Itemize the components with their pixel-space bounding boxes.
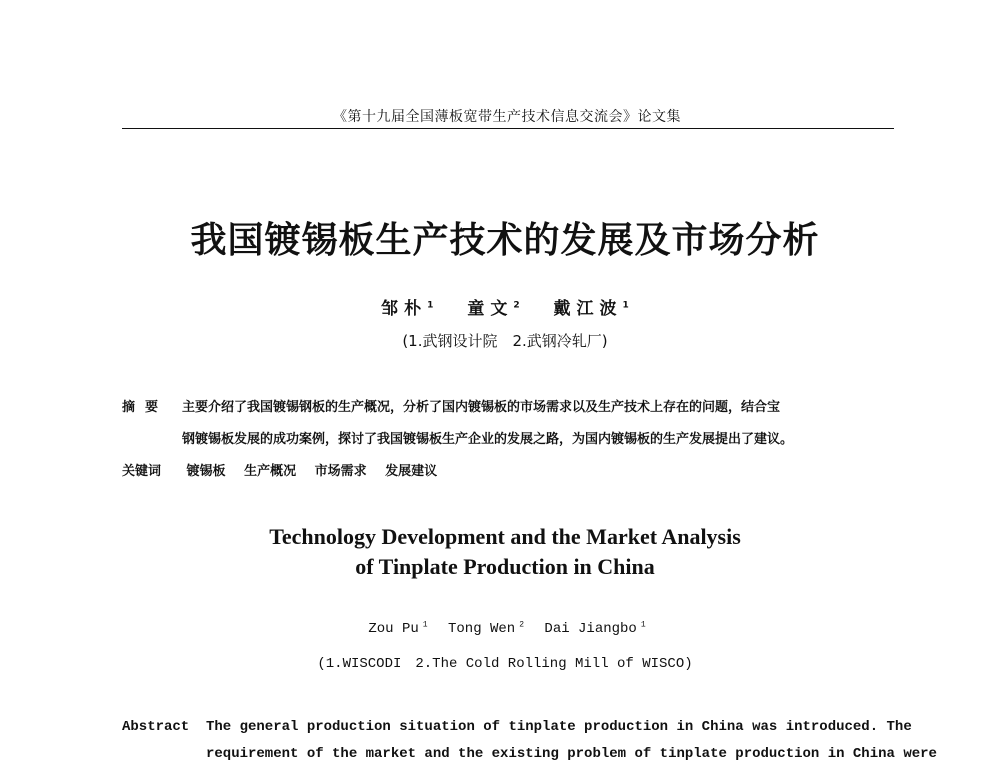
page-title-cn: 我国镀锡板生产技术的发展及市场分析 [190, 219, 820, 261]
author-en-sup: 1 [640, 620, 646, 629]
keyword-cn-item: 生产概况 [244, 464, 297, 479]
affiliation-en: (1.WISCODI 2.The Cold Rolling Mill of WISCO) [317, 656, 693, 672]
author-en-1 [364, 621, 427, 637]
author-en-2 [444, 621, 524, 637]
author-en-3 [540, 621, 645, 637]
abstract-cn-text-1: 主要介绍了我国镀锡钢板的生产概况，分析了国内镀锡板的市场需求以及生产技术上存在的问题，结合宝 [182, 400, 781, 415]
abstract-en-text-2: requirement of the market and the existing problem of tinplate production in China were [206, 746, 937, 762]
affiliation-cn: (1.武钢设计院 2.武钢冷轧厂) [402, 332, 608, 350]
title-en-line-1: Technology Development and the Market Analysis [269, 524, 741, 549]
author-en-name: Tong Wen [447, 620, 516, 637]
author-cn-name: 戴江波 [553, 299, 623, 319]
header-rule [122, 128, 894, 129]
page-title-en [120, 522, 890, 582]
author-en-name: Zou Pu [368, 620, 419, 637]
author-en-sup: 1 [422, 620, 428, 629]
abstract-en-line-1 [122, 717, 912, 737]
author-cn-2 [467, 299, 519, 319]
keyword-cn-item: 镀锡板 [186, 464, 226, 479]
abstract-en-label: Abstract [122, 719, 190, 735]
keyword-cn-item: 市场需求 [314, 464, 367, 479]
author-cn-3 [554, 299, 629, 319]
proceedings-header: 《第十九届全国薄板宽带生产技术信息交流会》论文集 [333, 109, 681, 125]
title-en-line-2: of Tinplate Production in China [355, 554, 655, 579]
author-en-sup: 2 [519, 620, 525, 629]
keyword-cn-item: 发展建议 [385, 464, 438, 479]
author-cn-sup: 2 [513, 300, 520, 311]
abstract-en-text-1: The general production situation of tinplate production in China was introduced. The [206, 719, 912, 735]
keywords-cn [122, 462, 902, 482]
abstract-cn-line-1 [122, 398, 902, 418]
author-cn-sup: 1 [622, 300, 629, 311]
author-cn-name: 邹朴 [381, 299, 428, 319]
author-cn-1 [381, 299, 433, 319]
keywords-cn-label: 关键词 [122, 464, 162, 479]
author-cn-name: 童文 [467, 299, 514, 319]
authors-cn [120, 294, 890, 319]
author-en-name: Dai Jiangbo [544, 620, 637, 637]
abstract-cn-text-2: 钢镀锡板发展的成功案例，探讨了我国镀锡板生产企业的发展之路，为国内镀锡板的生产发展提出了建议。 [182, 432, 794, 447]
abstract-cn-label: 摘要 [122, 400, 169, 415]
author-cn-sup: 1 [427, 300, 434, 311]
authors-en [120, 620, 890, 637]
